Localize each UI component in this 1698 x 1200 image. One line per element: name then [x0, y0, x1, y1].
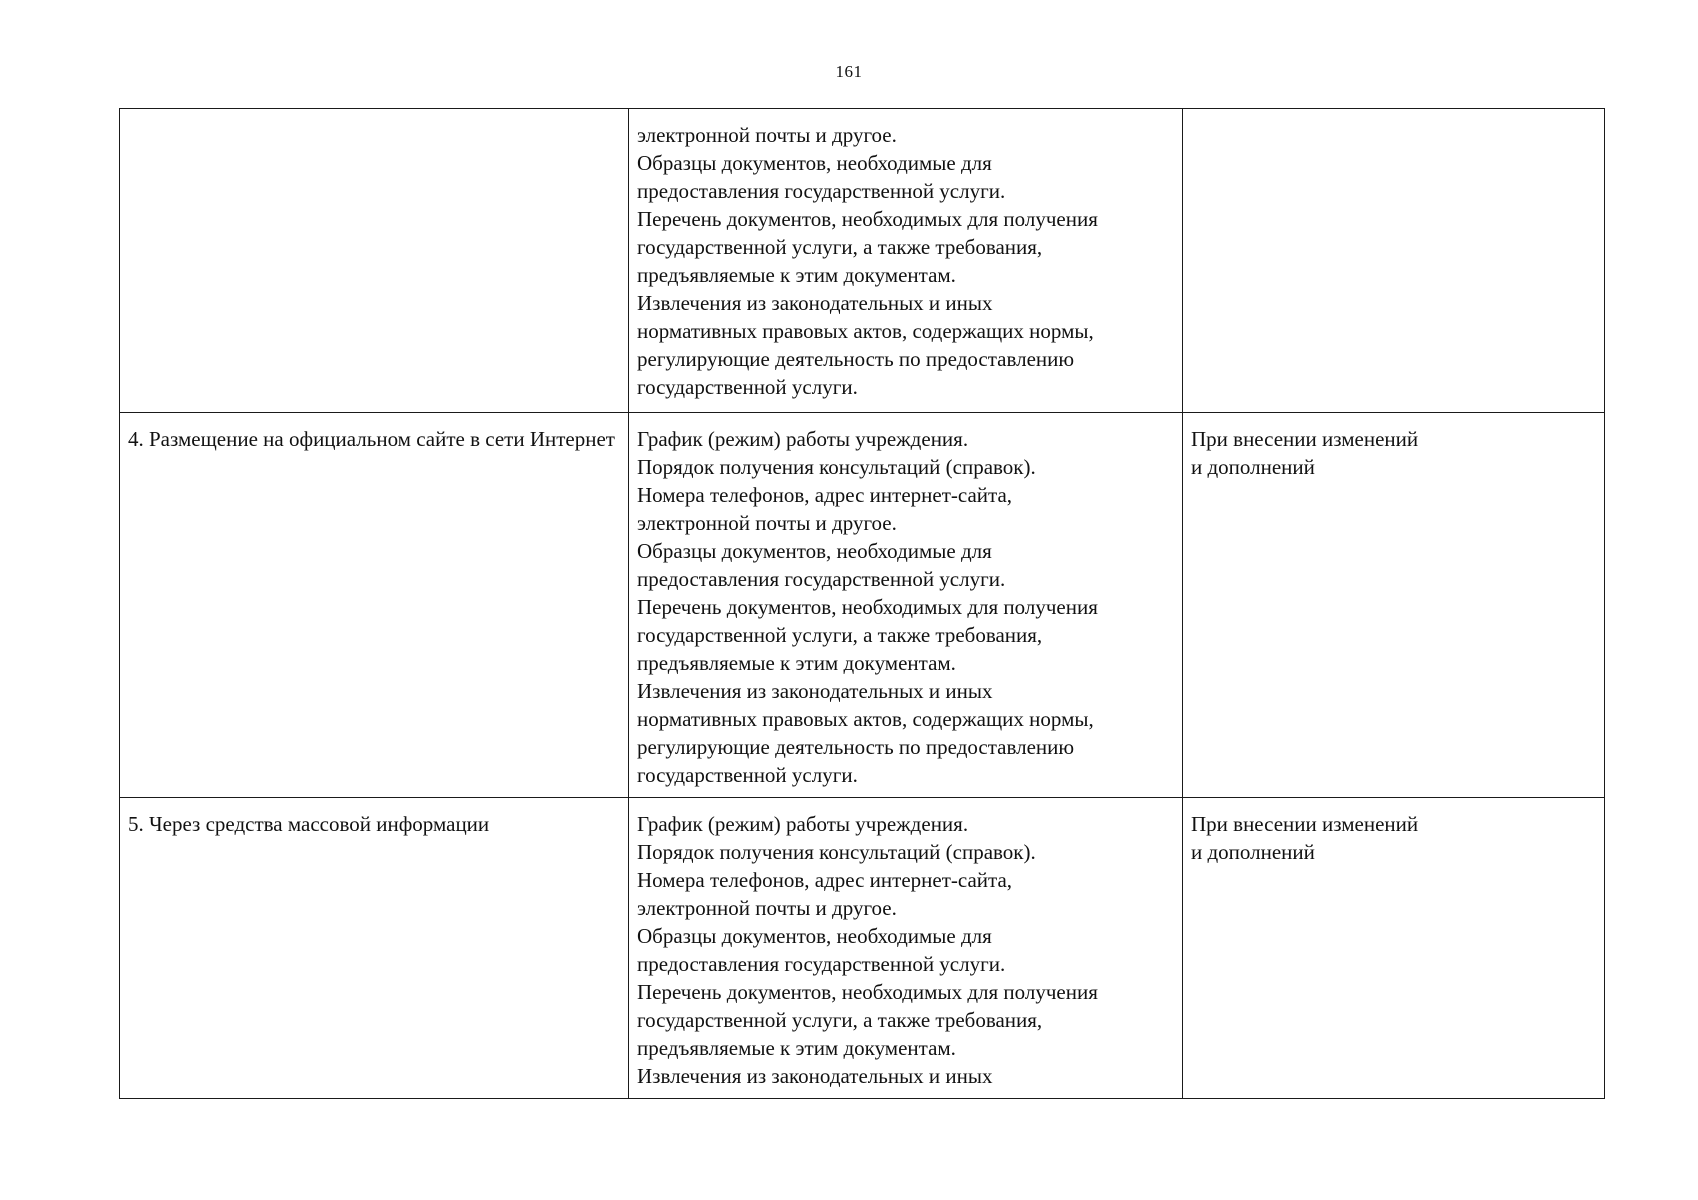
content-line: государственной услуги. [637, 763, 858, 787]
content-line: Порядок получения консультаций (справок). [637, 455, 1036, 479]
page-number: 161 [835, 62, 863, 81]
content-line: электронной почты и другое. [637, 123, 897, 147]
method-cell [120, 109, 629, 413]
content-line: Извлечения из законодательных и иных [637, 291, 993, 315]
content-line: предоставления государственной услуги. [637, 952, 1006, 976]
content-line: предъявляемые к этим документам. [637, 651, 956, 675]
method-text: 4. Размещение на официальном сайте в сети Интернет [128, 427, 615, 451]
frequency-cell [1183, 413, 1605, 798]
content-line: государственной услуги, а также требования, [637, 1008, 1043, 1032]
content-line: предоставления государственной услуги. [637, 567, 1006, 591]
content-line: Извлечения из законодательных и иных [637, 1064, 993, 1088]
content-line: нормативных правовых актов, содержащих нормы, [637, 707, 1094, 731]
frequency-line: и дополнений [1191, 840, 1315, 864]
table-row [120, 109, 1605, 413]
content-line: регулирующие деятельность по предоставлению [637, 735, 1075, 759]
content-line: Перечень документов, необходимых для получения [637, 595, 1098, 619]
table-row [120, 413, 1605, 798]
content-line: нормативных правовых актов, содержащих нормы, [637, 319, 1094, 343]
frequency-line: и дополнений [1191, 455, 1315, 479]
content-line: предъявляемые к этим документам. [637, 263, 956, 287]
frequency-line: При внесении изменений [1191, 812, 1419, 836]
information-table [119, 108, 1605, 1099]
content-line: электронной почты и другое. [637, 511, 897, 535]
content-line: Извлечения из законодательных и иных [637, 679, 993, 703]
content-line: Образцы документов, необходимые для [637, 151, 992, 175]
content-line: предъявляемые к этим документам. [637, 1036, 956, 1060]
content-line: регулирующие деятельность по предоставлению [637, 347, 1075, 371]
table-row [120, 798, 1605, 1099]
content-line: Образцы документов, необходимые для [637, 539, 992, 563]
content-cell [629, 109, 1183, 413]
content-line: государственной услуги, а также требования, [637, 235, 1043, 259]
content-cell [629, 798, 1183, 1099]
frequency-cell [1183, 109, 1605, 413]
content-line: Перечень документов, необходимых для получения [637, 980, 1098, 1004]
content-line: Образцы документов, необходимые для [637, 924, 992, 948]
content-line: Номера телефонов, адрес интернет-сайта, [637, 868, 1013, 892]
method-text: 5. Через средства массовой информации [128, 812, 490, 836]
content-line: Номера телефонов, адрес интернет-сайта, [637, 483, 1013, 507]
content-line: Порядок получения консультаций (справок). [637, 840, 1036, 864]
frequency-line: При внесении изменений [1191, 427, 1419, 451]
content-line: государственной услуги, а также требования, [637, 623, 1043, 647]
frequency-cell [1183, 798, 1605, 1099]
content-line: График (режим) работы учреждения. [637, 427, 969, 451]
method-cell [120, 413, 629, 798]
content-line: государственной услуги. [637, 375, 858, 399]
content-cell [629, 413, 1183, 798]
method-cell [120, 798, 629, 1099]
content-line: Перечень документов, необходимых для получения [637, 207, 1098, 231]
content-line: предоставления государственной услуги. [637, 179, 1006, 203]
content-line: электронной почты и другое. [637, 896, 897, 920]
content-line: График (режим) работы учреждения. [637, 812, 969, 836]
